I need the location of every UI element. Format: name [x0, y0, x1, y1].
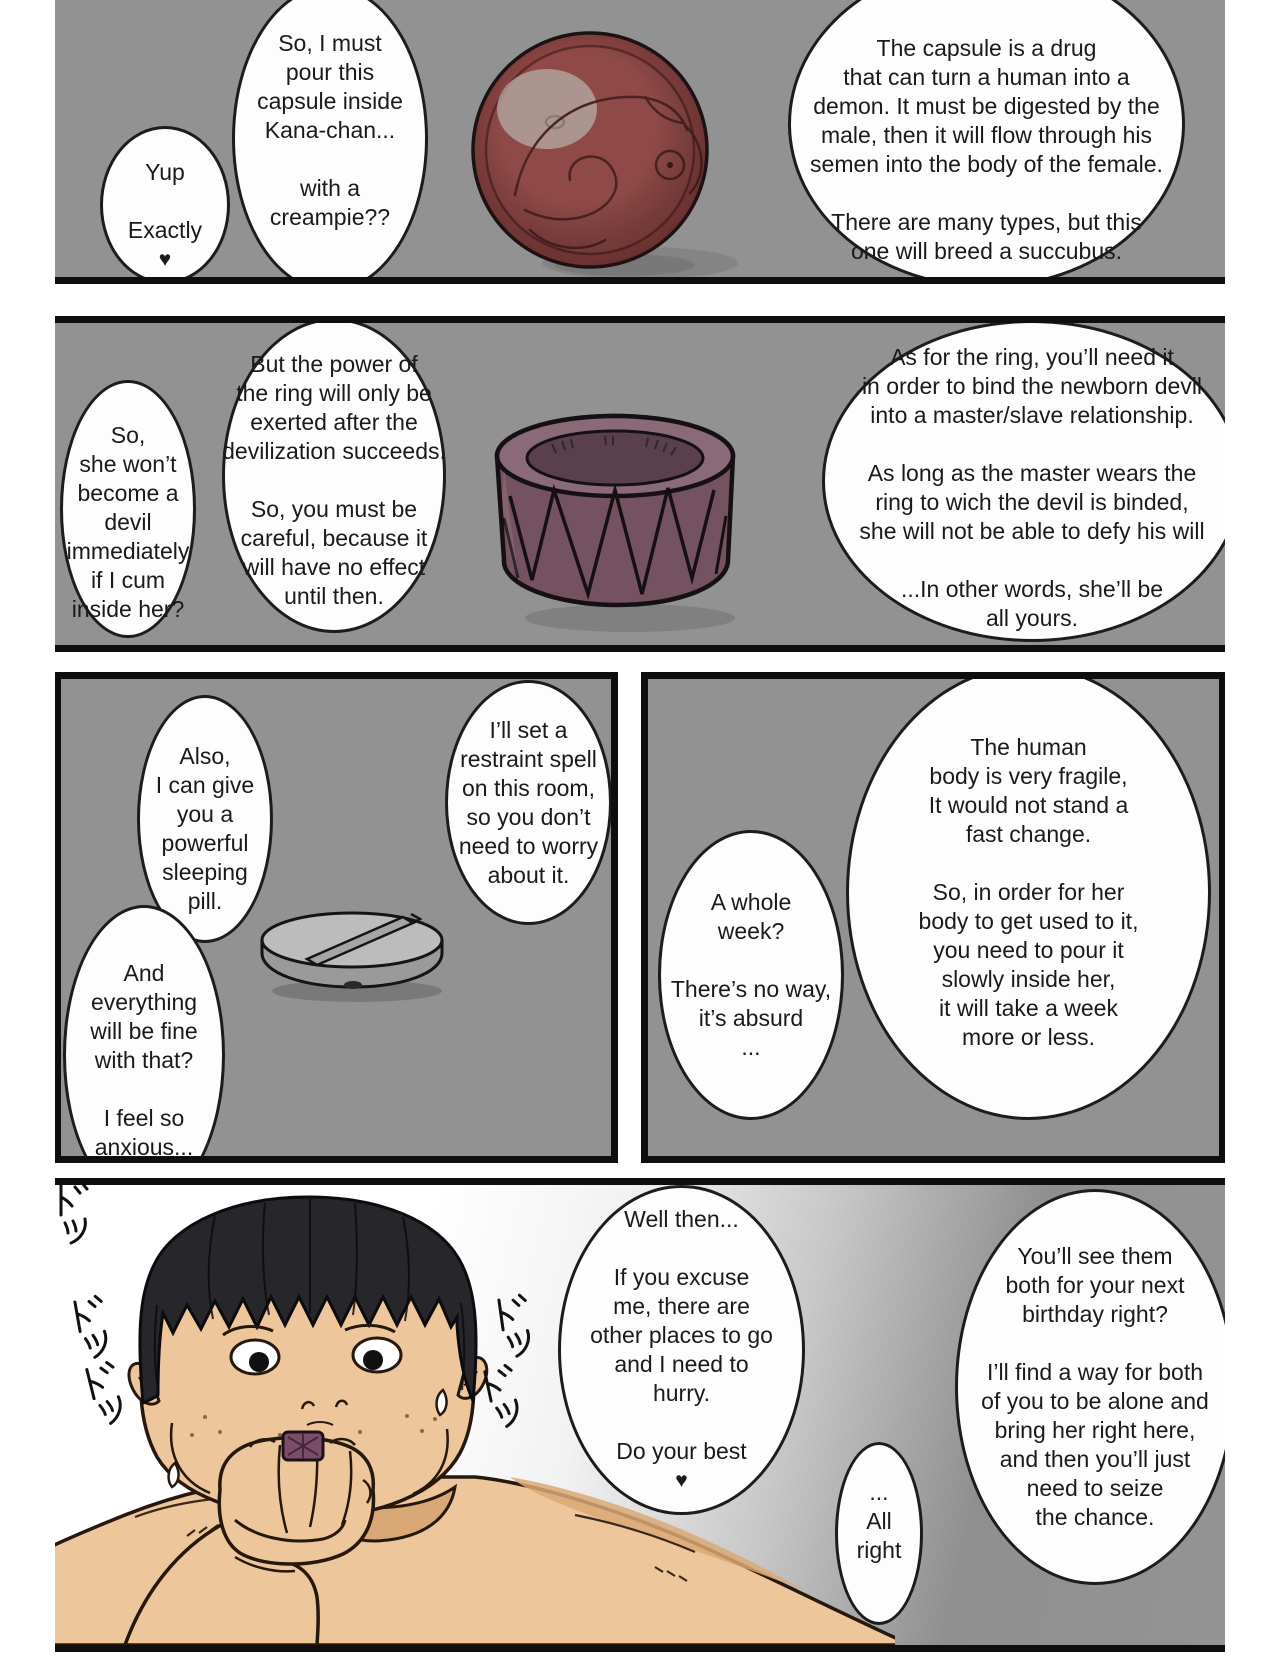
bubble-text-line: both for your next [1005, 1272, 1185, 1298]
bubble-text-line: you need to pour it [933, 937, 1124, 963]
bubble-text-line: So, I must [278, 29, 382, 56]
bubble-text-line: about it. [487, 861, 570, 888]
panel-2 [55, 316, 1225, 652]
bubble-text-line: birthday right? [1022, 1301, 1168, 1327]
bubble-text-line: Well then... [624, 1206, 739, 1232]
bubble-text-line: exerted after the [250, 409, 418, 435]
bubble-line-gap [1029, 546, 1035, 575]
bubble-text-line: bring her right here, [994, 1417, 1196, 1443]
speech-bubble-whole-week [658, 830, 844, 1120]
bubble-text-line: creampie?? [269, 203, 391, 230]
bubble-text-line: fast change. [965, 821, 1092, 847]
bubble-text-line: pill. [187, 887, 223, 914]
bubble-text-line: semen into the body of the female. [810, 151, 1163, 177]
bubble-line-gap [748, 946, 754, 975]
bubble-text-line: the chance. [1035, 1504, 1155, 1530]
bubble-text-line: Do your best [616, 1438, 747, 1464]
bubble-text-line: ring to wich the devil is binded, [875, 488, 1189, 515]
bubble-line-gap [983, 179, 989, 208]
speech-bubble-ring-explanation [822, 320, 1225, 642]
bubble-text-line: other places to go [590, 1322, 773, 1348]
bubble-text-line: week? [717, 918, 785, 944]
bubble-text-line: immediately [66, 537, 190, 564]
bubble-text-line: It would not stand a [928, 792, 1129, 818]
bubble-text-line: of you to be alone and [981, 1388, 1209, 1414]
bubble-text-line: need to worry [458, 832, 599, 859]
bubble-text-line: will have no effect [242, 554, 426, 580]
panel-1 [55, 0, 1225, 284]
bubble-text-line: The human [970, 734, 1087, 760]
bubble-text-line: devilization succeeds. [222, 438, 446, 464]
bubble-line-gap [141, 1075, 147, 1104]
speech-bubble-well-then [558, 1185, 805, 1515]
bubble-line-gap [1029, 430, 1035, 459]
sleeping-pill-illustration [245, 895, 460, 1005]
speech-bubble-sleeping-pill [137, 695, 273, 943]
speech-bubble-so-i-must [232, 0, 428, 284]
panel-4 [55, 1178, 1225, 1652]
bubble-text-line: me, there are [613, 1293, 750, 1319]
bubble-text-line: that can turn a human into a [843, 64, 1130, 90]
bubble-text-line: and I need to [614, 1351, 749, 1377]
bubble-text-line: hurry. [652, 1380, 711, 1406]
bubble-text-line: I’ll set a [489, 716, 568, 743]
bubble-text-line: But the power of [250, 351, 418, 377]
bubble-text-line: need to seize [1026, 1475, 1164, 1501]
bubble-text-line: Exactly [127, 216, 203, 243]
bubble-line-gap [678, 1408, 684, 1437]
bubble-line-gap [1092, 1329, 1098, 1358]
bubble-text-line: everything [90, 988, 198, 1015]
bubble-line-gap [1025, 849, 1031, 878]
bubble-text-line: So, in order for her [932, 879, 1125, 905]
bubble-text-line: become a [77, 479, 179, 506]
speech-bubble-fragile-body [846, 672, 1211, 1120]
speech-bubble-capsule-explanation [788, 0, 1185, 284]
bubble-text-line: ... [741, 1034, 761, 1060]
bubble-text-line: the ring will only be [236, 380, 432, 406]
bubble-text-line: it’s absurd [698, 1005, 804, 1031]
bubble-text-line: she will not be able to defy his will [859, 517, 1205, 544]
bubble-text-line: There’s no way, [670, 976, 832, 1002]
bubble-text-line: anxious... [94, 1133, 194, 1160]
bubble-text-line: with a [299, 174, 361, 201]
bubble-text-line: All [866, 1508, 892, 1534]
bubble-text-line: body to get used to it, [918, 908, 1139, 934]
bubble-text-line: inside her? [71, 595, 185, 622]
binding-ring-illustration [470, 398, 760, 638]
bubble-text-line: careful, because it [240, 525, 428, 551]
bubble-text-line: I feel so [103, 1104, 185, 1131]
bubble-text-line: Yup [145, 158, 185, 185]
bubble-text-line: As long as the master wears the [867, 459, 1197, 486]
bubble-text-line: so you don’t [466, 803, 591, 830]
bubble-text-line: So, you must be [250, 496, 418, 522]
speech-bubble-restraint-spell [445, 680, 612, 925]
bubble-text-line: on this room, [462, 774, 595, 801]
bubble-line-gap [162, 187, 168, 216]
bubble-text-line: The capsule is a drug [876, 35, 1097, 61]
bubble-text-line: into a master/slave relationship. [870, 401, 1194, 428]
speech-bubble-birthday-plan [955, 1189, 1225, 1585]
bubble-text-line: slowly inside her, [941, 966, 1116, 992]
panel-3-right [641, 672, 1225, 1163]
bubble-text-line: You’ll see them [1017, 1243, 1173, 1269]
bubble-text-line: devil [104, 508, 152, 535]
bubble-text-line: body is very fragile, [929, 763, 1128, 789]
bubble-text-line: with that? [94, 1046, 194, 1073]
sfx-dotto-icon [61, 1185, 87, 1243]
bubble-text-line: one will breed a succubus. [850, 238, 1123, 264]
bubble-text-line: A whole [710, 889, 792, 915]
bubble-text-line: sleeping [162, 858, 248, 885]
bubble-text-line: if I cum [90, 566, 166, 593]
panel-3-left [55, 672, 618, 1163]
speech-bubble-wont-become-devil [60, 380, 196, 638]
bubble-line-gap [331, 466, 337, 495]
bubble-text-line: restraint spell [460, 745, 597, 772]
bubble-text-line: There are many types, but this [831, 209, 1142, 235]
bubble-text-line: capsule inside [257, 87, 403, 114]
bubble-text-line: until then. [284, 583, 384, 609]
bubble-text-line: powerful [161, 829, 249, 856]
speech-bubble-all-right [835, 1442, 923, 1625]
bubble-text-line: Kana-chan... [264, 116, 396, 143]
demon-capsule-illustration [455, 25, 745, 284]
bubble-text-line: male, then it will flow through his [820, 122, 1153, 148]
bubble-text-line: ...In other words, she’ll be [900, 575, 1164, 602]
bubble-text-line: all yours. [985, 604, 1079, 631]
bubble-text-line: demon. It must be digested by the [813, 93, 1160, 119]
bubble-text-line: ... [869, 1479, 889, 1505]
bubble-line-gap [678, 1234, 684, 1263]
bubble-text-line: more or less. [962, 1024, 1095, 1050]
bubble-text-line: you a [176, 800, 234, 827]
bubble-text-line: she won’t [79, 450, 177, 477]
bubble-text-line: it will take a week [939, 995, 1118, 1021]
bubble-text-line: Also, [179, 742, 231, 769]
bubble-text-line: I’ll find a way for both [986, 1359, 1204, 1385]
bubble-text-line: ♥ [675, 1469, 688, 1492]
bubble-text-line: ♥ [158, 247, 172, 271]
bubble-text-line: If you excuse [613, 1264, 750, 1290]
bubble-text-line: and then you’ll just [999, 1446, 1191, 1472]
bubble-line-gap [327, 145, 333, 174]
bubble-text-line: And [123, 959, 165, 986]
bubble-text-line: As for the ring, you’ll need it [890, 343, 1174, 370]
speech-bubble-yup-exactly [100, 126, 230, 284]
bubble-text-line: right [856, 1537, 902, 1563]
speech-bubble-anxious [63, 905, 225, 1163]
speech-bubble-ring-power [222, 318, 446, 633]
bubble-text-line: will be fine [90, 1017, 198, 1044]
bubble-text-line: So, [110, 421, 146, 448]
bubble-text-line: in order to bind the newborn devil [861, 372, 1203, 399]
bubble-text-line: pour this [285, 58, 375, 85]
bubble-text-line: I can give [155, 771, 255, 798]
